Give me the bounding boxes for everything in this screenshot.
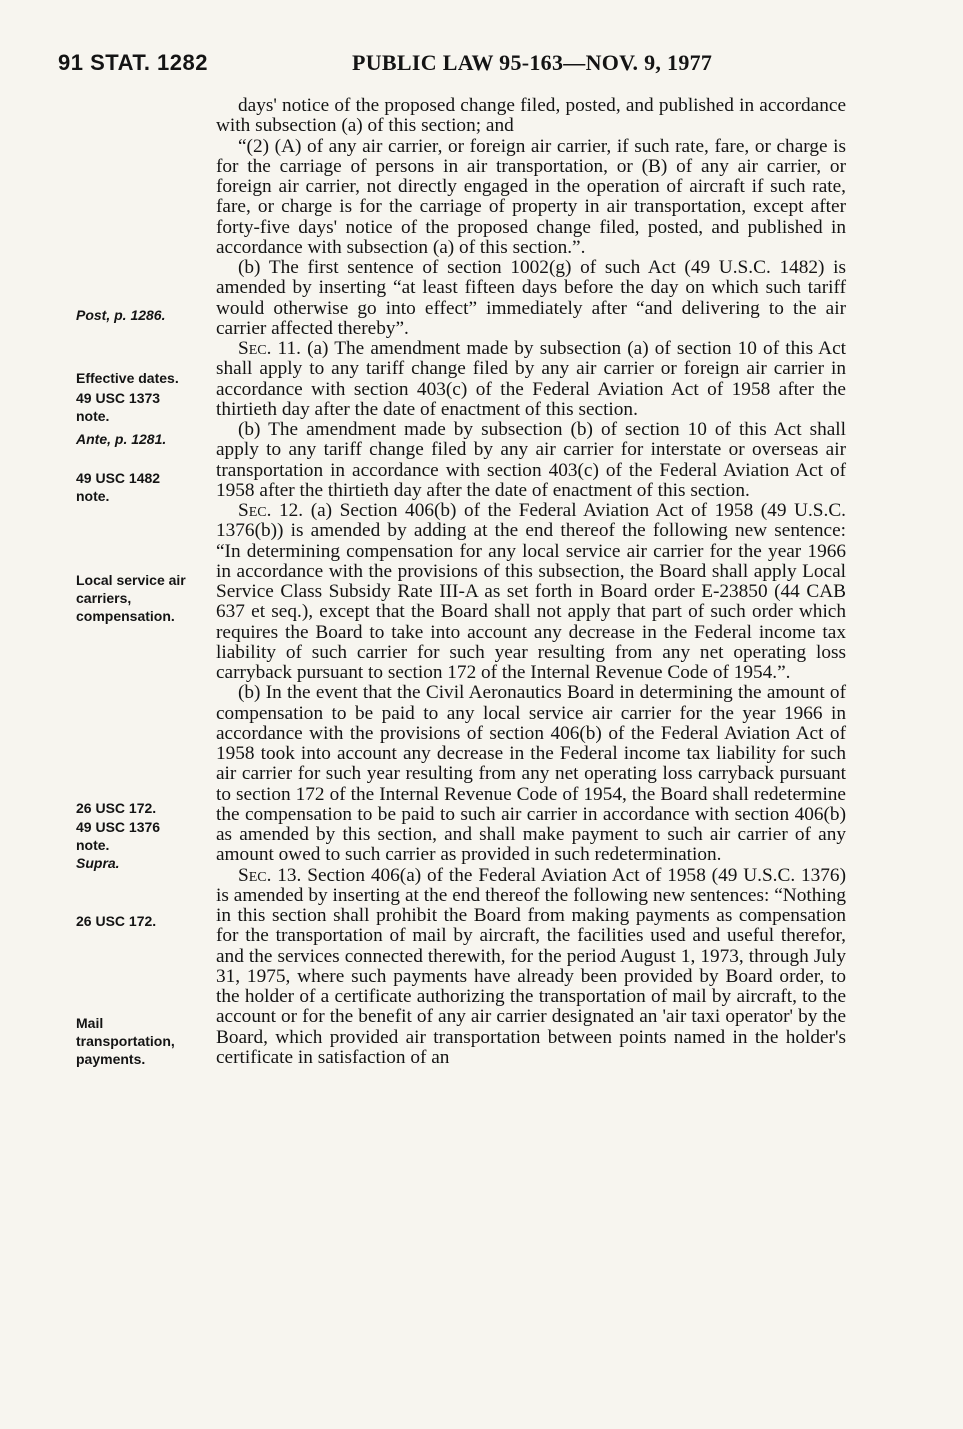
margin-note-49usc1376: 49 USC 1376 note. [76,819,161,853]
page-header-title: PUBLIC LAW 95-163—NOV. 9, 1977 [352,50,713,75]
paragraph-continuation: days' notice of the proposed change filed, posted, and published in accordance with subsection (a) of this section; and [216,95,846,137]
section-11-b: (b) The amendment made by subsection (b) of section 10 of this Act shall apply to any tariff change filed by any air carrier for interstate or overseas air transportation in accordance with section 403(c) of the Federal Aviation Act of 1958 after the thirtieth day after the date of enactment of this section. [216,419,846,501]
section-11-label: Sec. 11. [238,338,301,359]
margin-note-effective-dates: Effective dates. [76,370,179,386]
margin-note-26usc172-b: 26 USC 172. [76,913,157,929]
section-11-a: Sec. 11. (a) The amendment made by subsection (a) of section 10 of this Act shall apply to any tariff change filed by any air carrier or foreign air carrier in accordance with section 403(c) of the Federal Aviation Act of 1958 after the thirtieth day after the date of enactment of this section. [216,338,846,420]
section-12-label: Sec. 12. [238,500,304,521]
margin-note-49usc1373: 49 USC 1373 note. [76,390,161,424]
body-text [216,96,846,1068]
margin-note-supra: Supra. [76,855,120,871]
margin-note-local-service: Local service air carriers, compensation. [76,572,186,624]
margin-note-ante: Ante, p. 1281. [76,431,167,447]
section-13: Sec. 13. Section 406(a) of the Federal Aviation Act of 1958 (49 U.S.C. 1376) is amended by inserting at the end thereof the following new sentences: “Nothing in this section shall prohibit the Board from making payments as compensation for the transportation of mail by aircraft, the facilities used and useful therefor, and the services connected therewith, for the period August 1, 1973, through July 31, 1975, where such payments have already been provided by Board order, to the holder of a certificate authorizing the transportation of mail by aircraft, to the account or for the benefit of any air carrier designated an 'air taxi operator' by the Board, which provided air transportation between points named in the holder's certificate in satisfaction of an [216,864,846,1068]
margin-note-mail: Mail transportation, payments. [76,1015,175,1067]
section-12-b: (b) In the event that the Civil Aeronautics Board in determining the amount of compensation to be paid to any local service air carrier for the year 1966 in accordance with the provisions of section 406(b) of the Federal Aviation Act of 1958 took into account any decrease in the Federal income tax liability for such air carrier for such year resulting from any net operating loss carryback pursuant to section 172 of the Internal Revenue Code of 1954, the Board shall redetermine the compensation to be paid to such air carrier in accordance with section 406(b) as amended by this section, and shall make payment to such air carrier of any amount owed to such carrier as provided in such redetermination. [216,682,846,866]
paragraph-clause-2: “(2) (A) of any air carrier, or foreign air carrier, if such rate, fare, or charge is for the carriage of persons in air transportation, or (B) of any air carrier, or foreign air carrier, not directly engaged in the operation of aircraft if such rate, fare, or charge is for the carriage of property in air transportation, except after forty-five days' notice of the proposed change filed, posted, and published in accordance with subsection (a) of this section.”. [216,135,846,258]
section-12-a: Sec. 12. (a) Section 406(b) of the Federal Aviation Act of 1958 (49 U.S.C. 1376(b)) is amended by adding at the end thereof the following new sentence: “In determining compensation for any local service air carrier for the year 1966 in accordance with the provisions of this subsection, the Board shall apply Local Service Class Subsidy Rate III-A as set forth in Board order E-23850 (44 CAB 637 et seq.), except that the Board shall not apply that part of such order which requires the Board to take into account any decrease in the Federal income tax liability of such carrier for such year resulting from any net operating loss carryback pursuant to section 172 of the Internal Revenue Code of 1954.”. [216,500,847,683]
margin-note-26usc172-a: 26 USC 172. [76,800,157,816]
section-13-label: Sec. 13. [238,864,302,886]
margin-note-post: Post, p. 1286. [76,307,166,323]
paragraph-amendment-b: (b) The first sentence of section 1002(g) of such Act (49 U.S.C. 1482) is amended by inserting “at least fifteen days before the day on which such tariff would otherwise go into effect” immediately after “and delivering to the air carrier affected thereby”. [216,257,846,339]
page-header-left: 91 STAT. 1282 [58,50,208,75]
margin-note-49usc1482: 49 USC 1482 note. [76,470,161,504]
